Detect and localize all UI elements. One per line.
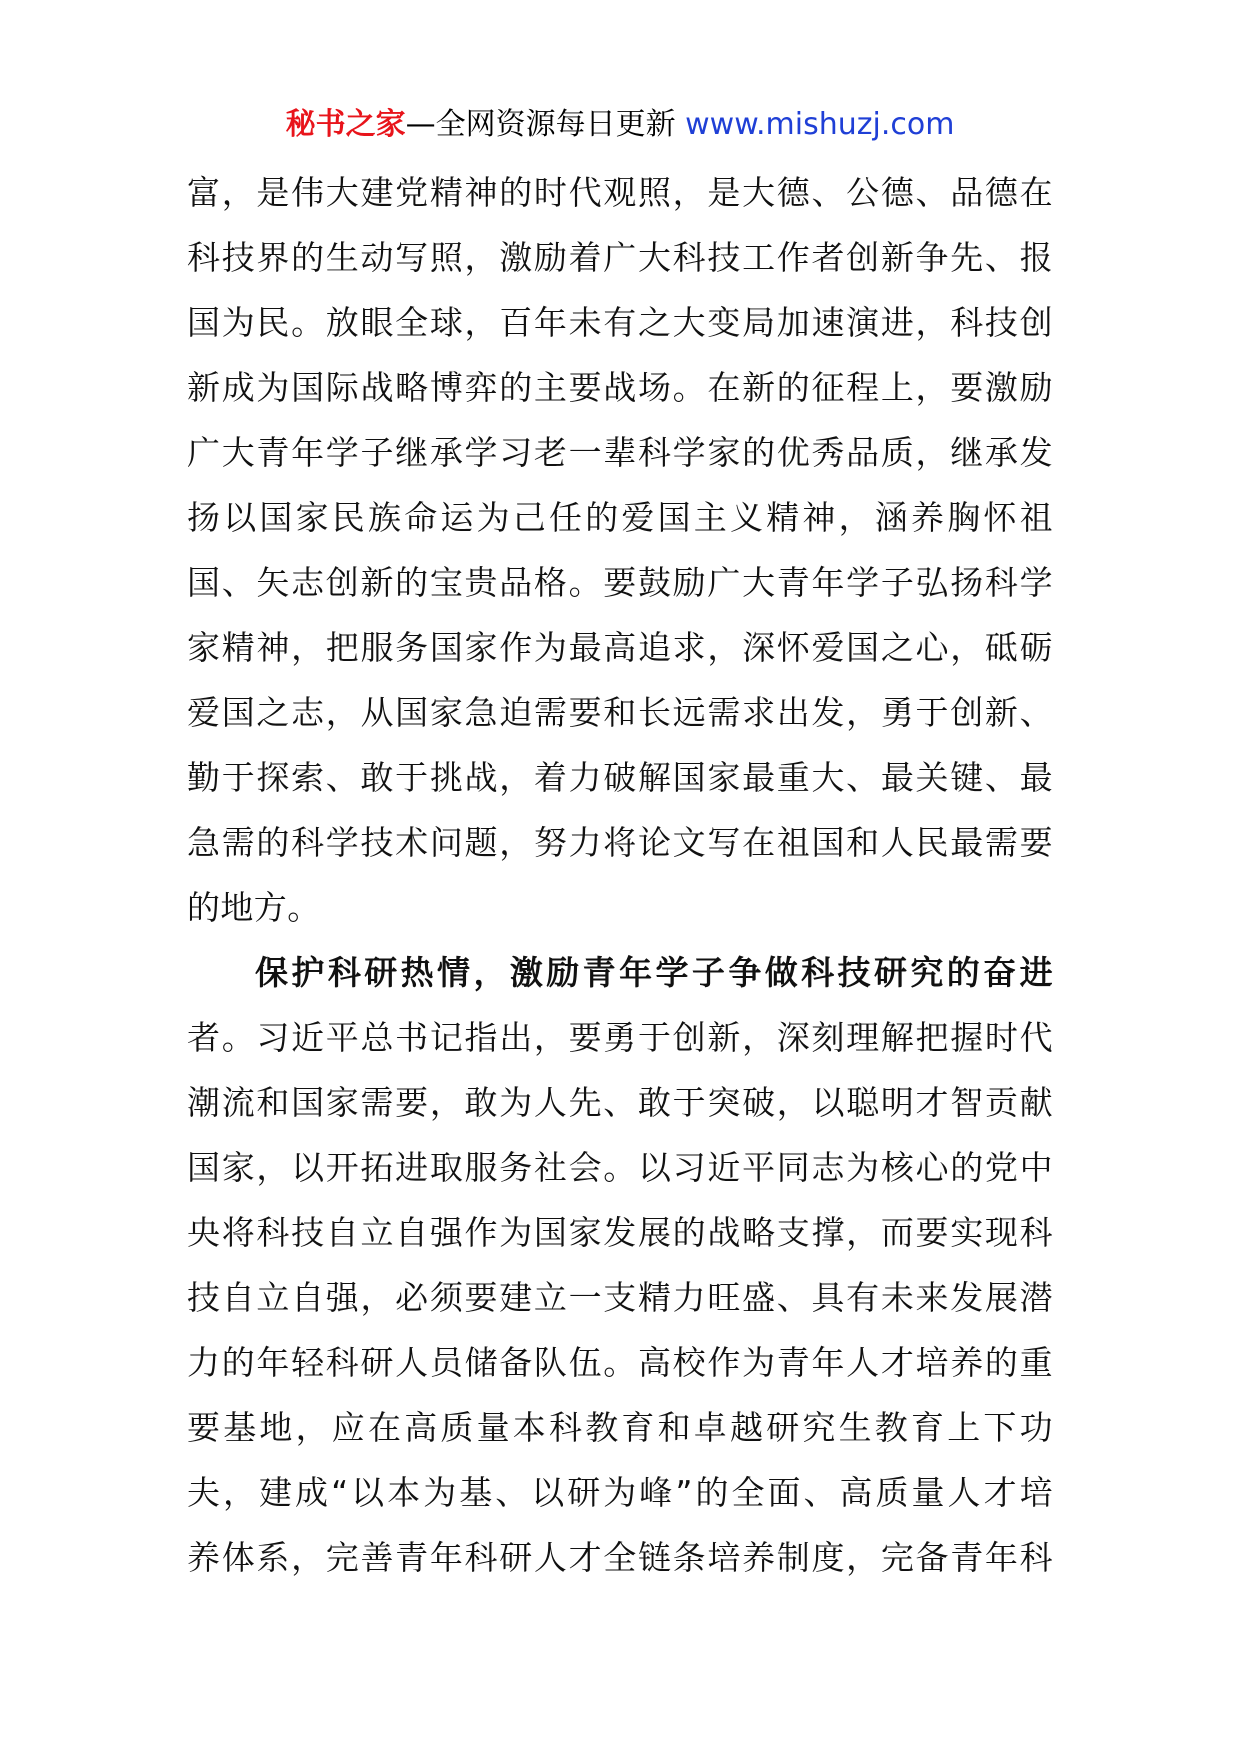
article-body	[187, 160, 1053, 1590]
header-tagline: —全网资源每日更新	[405, 107, 686, 142]
paragraph-line: 力的年轻科研人员储备队伍。高校作为青年人才培养的重	[187, 1343, 1053, 1382]
site-url-link[interactable]: www.mishuzj.com	[685, 107, 955, 142]
paragraph-line: 急需的科学技术问题，努力将论文写在祖国和人民最需要	[187, 823, 1053, 862]
paragraph-line: 爱国之志，从国家急迫需要和长远需求出发，勇于创新、	[187, 693, 1053, 732]
paragraph-line: 夫，建成“以本为基、以研为峰”的全面、高质量人才培	[187, 1473, 1053, 1512]
paragraph-line: 科技界的生动写照，激励着广大科技工作者创新争先、报	[187, 238, 1053, 277]
paragraph-line: 央将科技自立自强作为国家发展的战略支撑，而要实现科	[187, 1213, 1053, 1252]
paragraph-line: 扬以国家民族命运为己任的爱国主义精神，涵养胸怀祖	[187, 498, 1053, 537]
site-header	[0, 100, 1240, 150]
paragraph-line: 国家，以开拓进取服务社会。以习近平同志为核心的党中	[187, 1148, 1053, 1187]
paragraph-line: 新成为国际战略博弈的主要战场。在新的征程上，要激励	[187, 368, 1053, 407]
paragraph-line: 广大青年学子继承学习老一辈科学家的优秀品质，继承发	[187, 433, 1053, 472]
paragraph-line: 国为民。放眼全球，百年未有之大变局加速演进，科技创	[187, 303, 1053, 342]
paragraph-line: 者。习近平总书记指出，要勇于创新，深刻理解把握时代	[187, 1018, 1053, 1057]
paragraph-line: 潮流和国家需要，敢为人先、敢于突破，以聪明才智贡献	[187, 1083, 1053, 1122]
paragraph-line: 家精神，把服务国家作为最高追求，深怀爱国之心，砥砺	[187, 628, 1053, 667]
section-heading-line: 保护科研热情，激励青年学子争做科技研究的奋进	[255, 953, 1053, 992]
paragraph-line: 要基地，应在高质量本科教育和卓越研究生教育上下功	[187, 1408, 1053, 1447]
paragraph-line: 养体系，完善青年科研人才全链条培养制度，完备青年科	[187, 1538, 1053, 1577]
paragraph-line: 勤于探索、敢于挑战，着力破解国家最重大、最关键、最	[187, 758, 1053, 797]
paragraph-line: 技自立自强，必须要建立一支精力旺盛、具有未来发展潜	[187, 1278, 1053, 1317]
paragraph-line: 国、矢志创新的宝贵品格。要鼓励广大青年学子弘扬科学	[187, 563, 1053, 602]
paragraph-line: 富，是伟大建党精神的时代观照，是大德、公德、品德在	[187, 173, 1053, 212]
paragraph-line-last: 的地方。	[187, 888, 321, 927]
brand-name: 秘书之家	[285, 107, 406, 142]
